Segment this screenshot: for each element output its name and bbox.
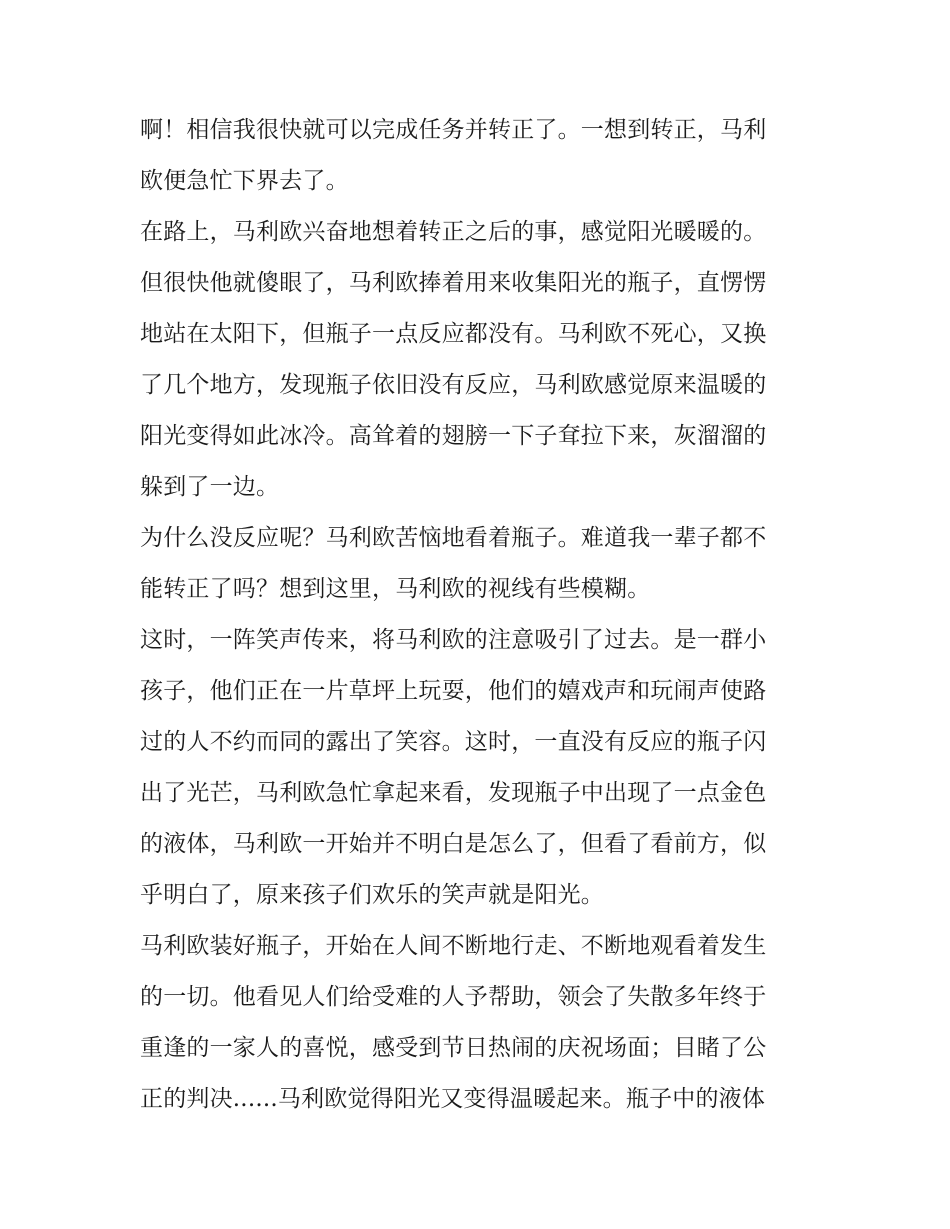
text-line: 啊！相信我很快就可以完成任务并转正了。一想到转正，马利 [140, 117, 767, 143]
text-line: 了几个地方，发现瓶子依旧没有反应，马利欧感觉原来温暖的 [140, 372, 767, 398]
text-line: 地站在太阳下，但瓶子一点反应都没有。马利欧不死心，又换 [140, 321, 767, 347]
text-line: 能转正了吗？想到这里，马利欧的视线有些模糊。 [140, 576, 651, 602]
text-line: 在路上，马利欧兴奋地想着转正之后的事，感觉阳光暖暖的。 [140, 219, 767, 245]
text-line: 正的判决......马利欧觉得阳光又变得温暖起来。瓶子中的液体 [140, 1086, 766, 1112]
text-line: 阳光变得如此冰冷。高耸着的翅膀一下子耷拉下来，灰溜溜的 [140, 423, 767, 449]
text-line: 出了光芒，马利欧急忙拿起来看，发现瓶子中出现了一点金色 [140, 780, 767, 806]
text-line: 躲到了一边。 [140, 474, 280, 500]
text-line: 的液体，马利欧一开始并不明白是怎么了，但看了看前方，似 [140, 831, 767, 857]
text-line: 重逢的一家人的喜悦，感受到节日热闹的庆祝场面；目睹了公 [140, 1035, 767, 1061]
text-line: 欧便急忙下界去了。 [140, 168, 349, 194]
text-line: 这时，一阵笑声传来，将马利欧的注意吸引了过去。是一群小 [140, 627, 767, 653]
text-line: 的一切。他看见人们给受难的人予帮助，领会了失散多年终于 [140, 984, 767, 1010]
text-line: 乎明白了，原来孩子们欢乐的笑声就是阳光。 [140, 882, 604, 908]
story-text [140, 105, 815, 1125]
text-line: 马利欧装好瓶子，开始在人间不断地行走、不断地观看着发生 [140, 933, 767, 959]
text-line: 过的人不约而同的露出了笑容。这时，一直没有反应的瓶子闪 [140, 729, 767, 755]
text-line: 孩子，他们正在一片草坪上玩耍，他们的嬉戏声和玩闹声使路 [140, 678, 767, 704]
text-line: 为什么没反应呢？马利欧苦恼地看着瓶子。难道我一辈子都不 [140, 525, 767, 551]
text-line: 但很快他就傻眼了，马利欧捧着用来收集阳光的瓶子，直愣愣 [140, 270, 767, 296]
